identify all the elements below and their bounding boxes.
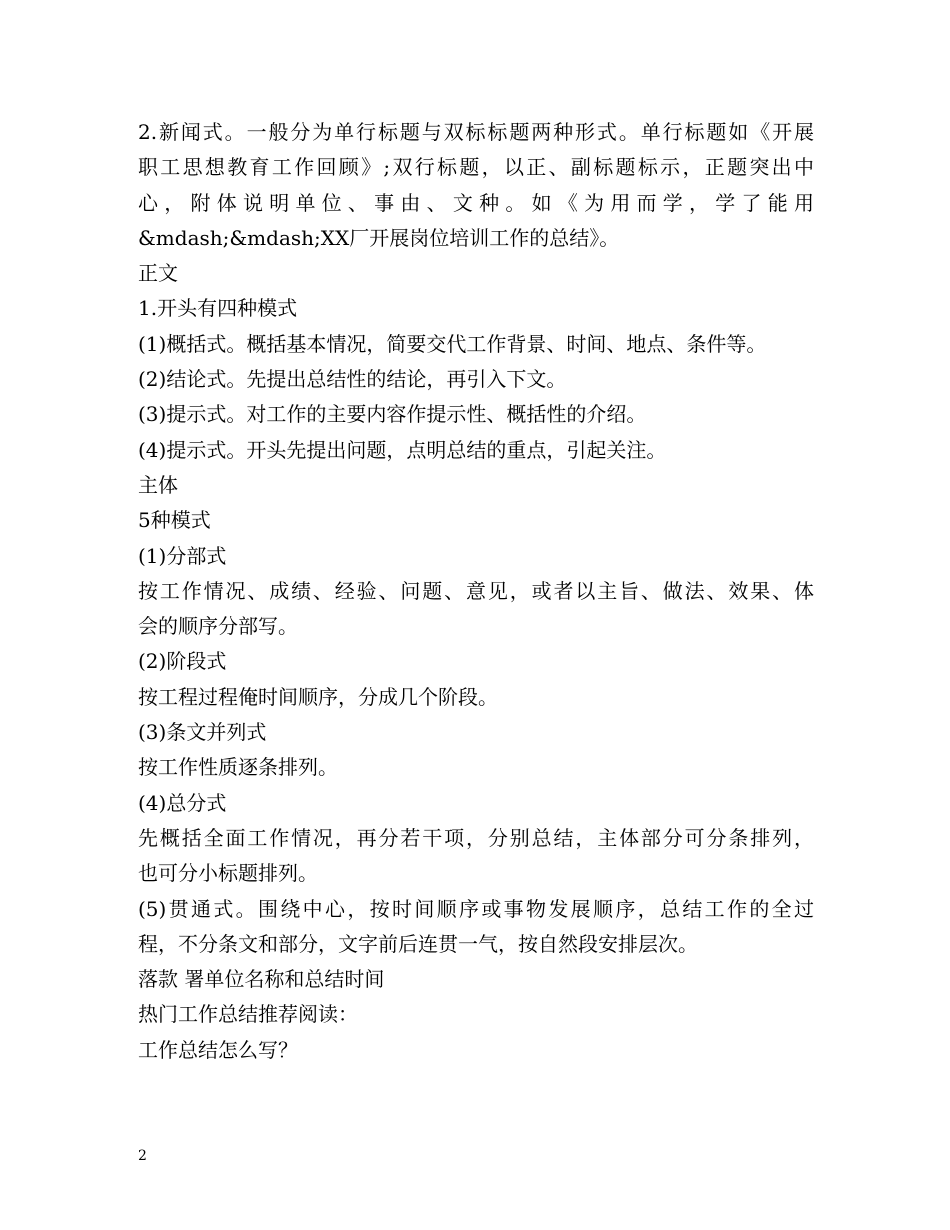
paragraph-general-detail-style-line-1: 先概括全面工作情况，再分若干项，分别总结，主体部分可分条排列， — [138, 825, 814, 850]
subheading-parallel-style: (3)条文并列式 — [138, 720, 267, 745]
list-item-hint-style-2: (4)提示式。开头先提出问题，点明总结的重点，引起关注。 — [138, 437, 667, 462]
paragraph-news-style-line-4: &mdash;&mdash;XX厂开展岗位培训工作的总结》。 — [138, 225, 620, 250]
list-item-summary-style: (1)概括式。概括基本情况，简要交代工作背景、时间、地点、条件等。 — [138, 331, 767, 356]
document-body — [138, 115, 814, 1068]
heading-body: 主体 — [138, 472, 178, 497]
heading-opening-modes: 1.开头有四种模式 — [138, 296, 298, 321]
subheading-stage-style: (2)阶段式 — [138, 649, 227, 674]
list-item-conclusion-style: (2)结论式。先提出总结性的结论，再引入下文。 — [138, 367, 567, 392]
heading-main-text: 正文 — [138, 261, 178, 286]
subheading-section-style: (1)分部式 — [138, 543, 227, 568]
paragraph-news-style-line-2: 职工思想教育工作回顾》;双行标题，以正、副标题标示，正题突出中 — [138, 155, 814, 180]
paragraph-stage-style: 按工程过程俺时间顺序，分成几个阶段。 — [138, 684, 498, 709]
paragraph-news-style-line-3: 心，附体说明单位、事由、文种。如《为用而学，学了能用 — [138, 190, 814, 215]
page-number: 2 — [138, 1148, 147, 1164]
signature-section: 落款 署单位名称和总结时间 — [138, 967, 385, 992]
paragraph-section-style-line-1: 按工作情况、成绩、经验、问题、意见，或者以主旨、做法、效果、体 — [138, 578, 814, 603]
heading-five-modes: 5种模式 — [138, 508, 211, 533]
paragraph-news-style-line-1: 2.新闻式。一般分为单行标题与双标标题两种形式。单行标题如《开展 — [138, 120, 814, 144]
list-item-hint-style-1: (3)提示式。对工作的主要内容作提示性、概括性的介绍。 — [138, 402, 647, 427]
paragraph-general-detail-style-line-2: 也可分小标题排列。 — [138, 861, 318, 886]
recommended-reading-link[interactable]: 工作总结怎么写？ — [138, 1037, 298, 1062]
paragraph-parallel-style: 按工作性质逐条排列。 — [138, 755, 338, 780]
subheading-general-detail-style: (4)总分式 — [138, 790, 227, 815]
paragraph-continuous-style-line-1: (5)贯通式。围绕中心，按时间顺序或事物发展顺序，总结工作的全过 — [138, 896, 814, 921]
paragraph-continuous-style-line-2: 程，不分条文和部分，文字前后连贯一气，按自然段安排层次。 — [138, 931, 698, 956]
paragraph-section-style-line-2: 会的顺序分部写。 — [138, 614, 298, 639]
recommended-reading-heading: 热门工作总结推荐阅读： — [138, 1002, 358, 1027]
